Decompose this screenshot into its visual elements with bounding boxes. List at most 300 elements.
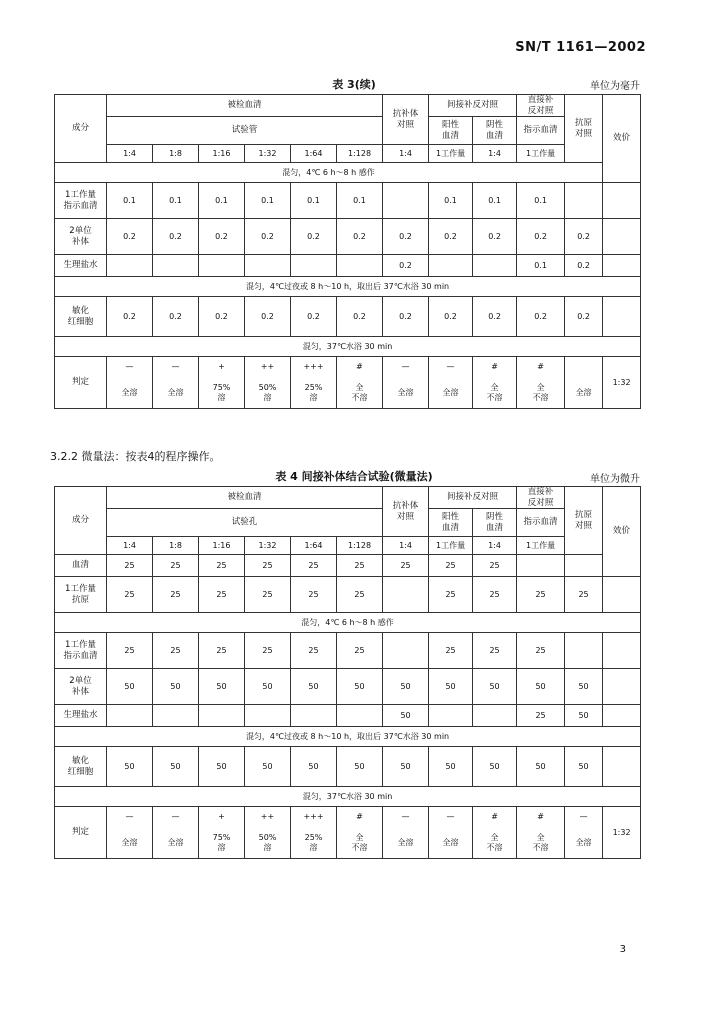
negative-serum-header	[473, 117, 517, 145]
table3-unit: 单位为毫升	[590, 81, 640, 92]
cell-line: 血清	[486, 130, 504, 141]
cell-line: 血清	[442, 130, 460, 141]
dilution-cell: 1:4	[107, 537, 153, 555]
judge-result	[565, 377, 603, 409]
judge-result	[107, 827, 153, 859]
judge-result-row	[55, 377, 641, 409]
row-label	[55, 255, 107, 277]
data-cell: 50	[565, 669, 603, 705]
judge-result	[429, 827, 473, 859]
cell-line: 血清	[71, 560, 89, 571]
data-cell: 0.1	[107, 183, 153, 219]
judge-symbol: #	[473, 357, 517, 377]
data-cell: 50	[291, 669, 337, 705]
dilution-cell: 1:16	[199, 537, 245, 555]
cell-line: 不溶	[486, 842, 503, 852]
cell-line: 全溶	[167, 837, 184, 847]
header-row	[55, 95, 641, 117]
data-cell: 25	[429, 577, 473, 613]
judge-result	[153, 827, 199, 859]
data-row	[55, 555, 641, 577]
cell-line: 全溶	[575, 837, 592, 847]
cell-line: 25%	[304, 832, 323, 842]
data-row	[55, 297, 641, 337]
data-cell: 0.2	[107, 297, 153, 337]
step-instruction: 混匀，37℃水浴 30 min	[55, 787, 641, 807]
judge-symbol: #	[473, 807, 517, 827]
data-cell: 25	[199, 555, 245, 577]
indicator-serum-header: 指示血清	[517, 509, 565, 537]
cell-line: 不溶	[486, 392, 503, 402]
data-cell	[603, 297, 641, 337]
step-instruction: 混匀，37℃水浴 30 min	[55, 337, 641, 357]
cell-line: 对照	[575, 128, 593, 139]
dilution-cell: 1工作量	[429, 145, 473, 163]
data-cell	[291, 705, 337, 727]
judge-symbol: +	[199, 807, 245, 827]
data-cell: 25	[199, 633, 245, 669]
data-cell	[245, 255, 291, 277]
judge-label: 判定	[55, 357, 107, 409]
titer-value: 1:32	[603, 807, 641, 859]
judge-symbol: #	[517, 357, 565, 377]
cell-line: 生理盐水	[63, 260, 98, 271]
data-cell	[603, 747, 641, 787]
serum-header: 被检血清	[107, 95, 383, 117]
cell-line: 全溶	[442, 837, 459, 847]
antigen-control-header	[565, 487, 603, 555]
cell-line: 直接补	[527, 487, 554, 497]
positive-serum-header	[429, 509, 473, 537]
data-cell: 0.1	[517, 255, 565, 277]
data-cell: 0.2	[429, 297, 473, 337]
step-instruction: 混匀，4℃过夜或 8 h～10 h，取出后 37℃水浴 30 min	[55, 277, 641, 297]
row-label	[55, 669, 107, 705]
data-cell: 0.2	[153, 297, 199, 337]
data-cell: 0.1	[153, 183, 199, 219]
data-cell: 25	[337, 633, 383, 669]
dilution-row	[55, 145, 641, 163]
judge-result	[473, 827, 517, 859]
data-cell	[383, 633, 429, 669]
dilution-cell: 1工作量	[429, 537, 473, 555]
cell-line: 反对照	[527, 105, 554, 116]
data-cell: 50	[383, 669, 429, 705]
judge-result	[383, 377, 429, 409]
data-cell	[603, 669, 641, 705]
data-cell: 0.1	[429, 183, 473, 219]
tube-header: 试验管	[107, 117, 383, 145]
data-cell	[603, 705, 641, 727]
cell-line: 对照	[397, 119, 415, 130]
cell-line: 全溶	[575, 387, 592, 397]
row-label	[55, 577, 107, 613]
data-cell	[565, 555, 603, 577]
table4	[54, 486, 641, 859]
step-row	[55, 727, 641, 747]
cell-line: 全溶	[167, 387, 184, 397]
component-header: 成分	[55, 487, 107, 555]
cell-line: 阳性	[442, 512, 460, 523]
section-3-2-2: 3.2.2 微量法：按表4的程序操作。	[50, 450, 221, 463]
cell-line: 全溶	[121, 387, 138, 397]
data-cell: 25	[245, 633, 291, 669]
step-instruction: 混匀，4℃过夜或 8 h～10 h，取出后 37℃水浴 30 min	[55, 727, 641, 747]
data-cell: 50	[107, 669, 153, 705]
cell-line: 溶	[263, 842, 272, 852]
data-cell: 50	[245, 747, 291, 787]
data-cell: 0.2	[383, 255, 429, 277]
data-cell	[107, 255, 153, 277]
dilution-cell: 1:32	[245, 537, 291, 555]
judge-symbol: —	[429, 357, 473, 377]
data-cell	[565, 183, 603, 219]
judge-symbol	[565, 357, 603, 377]
data-cell	[199, 255, 245, 277]
judge-result	[383, 827, 429, 859]
data-cell: 0.2	[565, 297, 603, 337]
data-cell: 50	[473, 747, 517, 787]
data-cell: 0.1	[291, 183, 337, 219]
judge-result	[473, 377, 517, 409]
table4-caption: 表 4 间接补体结合试验(微量法)	[275, 470, 433, 483]
dilution-cell: 1:4	[383, 537, 429, 555]
cell-line: 50%	[258, 832, 277, 842]
data-cell: 50	[337, 669, 383, 705]
judge-result	[107, 377, 153, 409]
data-cell	[429, 705, 473, 727]
judge-result	[517, 377, 565, 409]
dilution-cell: 1:64	[291, 145, 337, 163]
data-cell	[603, 219, 641, 255]
judge-result-row	[55, 827, 641, 859]
serum-header: 被检血清	[107, 487, 383, 509]
data-cell	[153, 705, 199, 727]
data-cell: 50	[517, 747, 565, 787]
direct-control-header	[517, 487, 565, 509]
judge-symbol: +++	[291, 807, 337, 827]
data-cell: 0.2	[337, 297, 383, 337]
dilution-cell: 1:4	[107, 145, 153, 163]
data-row	[55, 577, 641, 613]
judge-result	[199, 377, 245, 409]
judge-result	[153, 377, 199, 409]
data-cell: 25	[473, 555, 517, 577]
judge-result	[291, 377, 337, 409]
data-cell: 50	[291, 747, 337, 787]
cell-line: 溶	[263, 392, 272, 402]
judge-symbol: —	[383, 807, 429, 827]
data-cell: 0.1	[473, 183, 517, 219]
cell-line: 全	[490, 832, 499, 842]
cell-line: 不溶	[351, 392, 368, 402]
titer-header: 效价	[603, 95, 641, 183]
data-cell: 0.2	[429, 219, 473, 255]
judge-symbol: —	[153, 807, 199, 827]
cell-line: 25%	[304, 382, 323, 392]
data-cell	[337, 705, 383, 727]
data-cell: 50	[429, 669, 473, 705]
step-row	[55, 337, 641, 357]
data-cell: 0.2	[565, 219, 603, 255]
cell-line: 对照	[575, 520, 593, 531]
judge-result	[517, 827, 565, 859]
judge-symbol: —	[153, 357, 199, 377]
data-cell: 25	[473, 577, 517, 613]
row-label	[55, 555, 107, 577]
data-cell: 25	[473, 633, 517, 669]
cell-line: 生理盐水	[63, 710, 98, 721]
header-row	[55, 509, 641, 537]
data-cell: 25	[153, 555, 199, 577]
dilution-cell: 1:8	[153, 145, 199, 163]
cell-line: 反对照	[527, 497, 554, 508]
judge-symbol: —	[383, 357, 429, 377]
step-row	[55, 787, 641, 807]
row-label	[55, 183, 107, 219]
data-row	[55, 669, 641, 705]
dilution-cell: 1:32	[245, 145, 291, 163]
data-cell: 50	[245, 669, 291, 705]
step-row	[55, 613, 641, 633]
judge-result	[337, 377, 383, 409]
data-cell: 50	[199, 747, 245, 787]
data-cell: 25	[245, 555, 291, 577]
step-row	[55, 277, 641, 297]
judge-result	[291, 827, 337, 859]
data-cell	[603, 633, 641, 669]
tube-header: 试验孔	[107, 509, 383, 537]
data-cell: 0.2	[245, 219, 291, 255]
dilution-cell: 1:64	[291, 537, 337, 555]
data-cell: 25	[383, 555, 429, 577]
judge-result	[199, 827, 245, 859]
cell-line: 全溶	[397, 837, 414, 847]
data-cell: 25	[291, 633, 337, 669]
cell-line: 补体	[71, 236, 89, 247]
data-cell: 25	[517, 633, 565, 669]
step-instruction: 混匀，4℃ 6 h～8 h 感作	[55, 163, 603, 183]
judge-result	[245, 827, 291, 859]
cell-line: 全溶	[442, 387, 459, 397]
data-cell: 50	[383, 747, 429, 787]
anti-complement-control-header	[383, 487, 429, 537]
cell-line: 抗补体	[392, 109, 419, 119]
antigen-control-header	[565, 95, 603, 163]
judge-symbol-row	[55, 357, 641, 377]
data-cell: 0.1	[245, 183, 291, 219]
data-cell: 0.2	[383, 219, 429, 255]
cell-line: 全	[355, 832, 364, 842]
data-cell: 0.2	[473, 219, 517, 255]
data-cell: 0.2	[291, 219, 337, 255]
data-cell: 0.2	[199, 219, 245, 255]
judge-symbol: —	[429, 807, 473, 827]
cell-line: 阴性	[486, 120, 504, 131]
cell-line: 阴性	[486, 512, 504, 523]
data-cell: 25	[565, 577, 603, 613]
data-cell: 50	[517, 669, 565, 705]
cell-line: 全	[536, 382, 545, 392]
data-cell	[429, 255, 473, 277]
data-cell: 25	[337, 555, 383, 577]
data-cell: 25	[291, 577, 337, 613]
data-cell: 25	[517, 577, 565, 613]
table3	[54, 94, 641, 409]
data-cell	[473, 705, 517, 727]
data-cell	[383, 577, 429, 613]
data-cell	[603, 255, 641, 277]
data-cell	[199, 705, 245, 727]
dilution-cell: 1工作量	[517, 537, 565, 555]
data-cell: 25	[107, 577, 153, 613]
judge-symbol: #	[517, 807, 565, 827]
cell-line: 全	[490, 382, 499, 392]
positive-serum-header	[429, 117, 473, 145]
data-cell: 50	[107, 747, 153, 787]
data-cell	[565, 633, 603, 669]
cell-line: 溶	[217, 392, 226, 402]
table3-caption: 表 3(续)	[332, 78, 376, 91]
cell-line: 50%	[258, 382, 277, 392]
cell-line: 指示血清	[63, 200, 98, 211]
data-cell: 50	[153, 747, 199, 787]
data-cell: 0.2	[245, 297, 291, 337]
judge-symbol: #	[337, 357, 383, 377]
dilution-cell: 1:4	[473, 537, 517, 555]
data-cell: 25	[107, 633, 153, 669]
data-cell: 0.2	[153, 219, 199, 255]
judge-symbol: +	[199, 357, 245, 377]
data-cell: 50	[473, 669, 517, 705]
dilution-cell: 1:128	[337, 145, 383, 163]
data-cell	[337, 255, 383, 277]
data-cell: 25	[153, 577, 199, 613]
dilution-row	[55, 537, 641, 555]
cell-line: 不溶	[532, 392, 549, 402]
data-cell: 25	[199, 577, 245, 613]
data-cell: 0.2	[565, 255, 603, 277]
cell-line: 75%	[212, 832, 231, 842]
cell-line: 1工作量	[65, 584, 96, 595]
data-cell	[473, 255, 517, 277]
data-cell	[107, 705, 153, 727]
dilution-cell: 1:16	[199, 145, 245, 163]
cell-line: 补体	[71, 686, 89, 697]
step-row	[55, 163, 641, 183]
data-row	[55, 633, 641, 669]
indirect-control-header: 间接补反对照	[429, 95, 517, 117]
data-row	[55, 705, 641, 727]
cell-line: 2单位	[69, 676, 92, 687]
row-label	[55, 297, 107, 337]
data-cell: 25	[153, 633, 199, 669]
titer-value: 1:32	[603, 357, 641, 409]
row-label	[55, 633, 107, 669]
data-cell: 25	[517, 705, 565, 727]
dilution-cell: 1:4	[473, 145, 517, 163]
judge-result	[429, 377, 473, 409]
data-cell: 25	[245, 577, 291, 613]
data-cell: 0.2	[107, 219, 153, 255]
data-cell: 0.2	[199, 297, 245, 337]
data-cell: 0.1	[199, 183, 245, 219]
data-cell	[603, 183, 641, 219]
cell-line: 全	[536, 832, 545, 842]
judge-symbol: —	[107, 807, 153, 827]
judge-symbol: ++	[245, 807, 291, 827]
cell-line: 红细胞	[67, 316, 94, 327]
data-cell	[383, 183, 429, 219]
data-row	[55, 255, 641, 277]
dilution-cell: 1:128	[337, 537, 383, 555]
data-cell: 25	[429, 555, 473, 577]
data-cell: 50	[565, 747, 603, 787]
data-cell: 0.1	[517, 183, 565, 219]
judge-label: 判定	[55, 807, 107, 859]
judge-result	[565, 827, 603, 859]
cell-line: 抗原	[575, 118, 593, 128]
anti-complement-control-header	[383, 95, 429, 145]
data-row	[55, 219, 641, 255]
component-header: 成分	[55, 95, 107, 163]
data-cell	[517, 555, 565, 577]
cell-line: 敏化	[71, 306, 89, 317]
negative-serum-header	[473, 509, 517, 537]
data-cell: 25	[429, 633, 473, 669]
judge-symbol-row	[55, 807, 641, 827]
data-cell	[245, 705, 291, 727]
data-cell: 0.1	[337, 183, 383, 219]
cell-line: 溶	[217, 842, 226, 852]
data-cell: 50	[153, 669, 199, 705]
header-row	[55, 117, 641, 145]
cell-line: 直接补	[527, 95, 554, 105]
row-label	[55, 219, 107, 255]
cell-line: 抗补体	[392, 501, 419, 511]
cell-line: 2单位	[69, 226, 92, 237]
cell-line: 对照	[397, 511, 415, 522]
cell-line: 不溶	[351, 842, 368, 852]
cell-line: 抗原	[575, 510, 593, 520]
cell-line: 1工作量	[65, 640, 96, 651]
judge-symbol: ++	[245, 357, 291, 377]
header-row	[55, 487, 641, 509]
cell-line: 全	[355, 382, 364, 392]
data-cell	[291, 255, 337, 277]
judge-symbol: #	[337, 807, 383, 827]
page-number: 3	[619, 944, 626, 955]
cell-line: 抗原	[71, 594, 89, 605]
cell-line: 溶	[309, 392, 318, 402]
page-header: SN/T 1161—2002	[515, 40, 646, 55]
cell-line: 全溶	[121, 837, 138, 847]
cell-line: 不溶	[532, 842, 549, 852]
data-cell: 25	[337, 577, 383, 613]
cell-line: 溶	[309, 842, 318, 852]
data-cell: 0.2	[291, 297, 337, 337]
data-cell: 50	[337, 747, 383, 787]
cell-line: 血清	[486, 522, 504, 533]
cell-line: 阳性	[442, 120, 460, 131]
cell-line: 红细胞	[67, 766, 94, 777]
cell-line: 敏化	[71, 756, 89, 767]
data-row	[55, 183, 641, 219]
data-row	[55, 747, 641, 787]
judge-symbol: —	[565, 807, 603, 827]
cell-line: 血清	[442, 522, 460, 533]
table4-unit: 单位为微升	[590, 474, 640, 485]
